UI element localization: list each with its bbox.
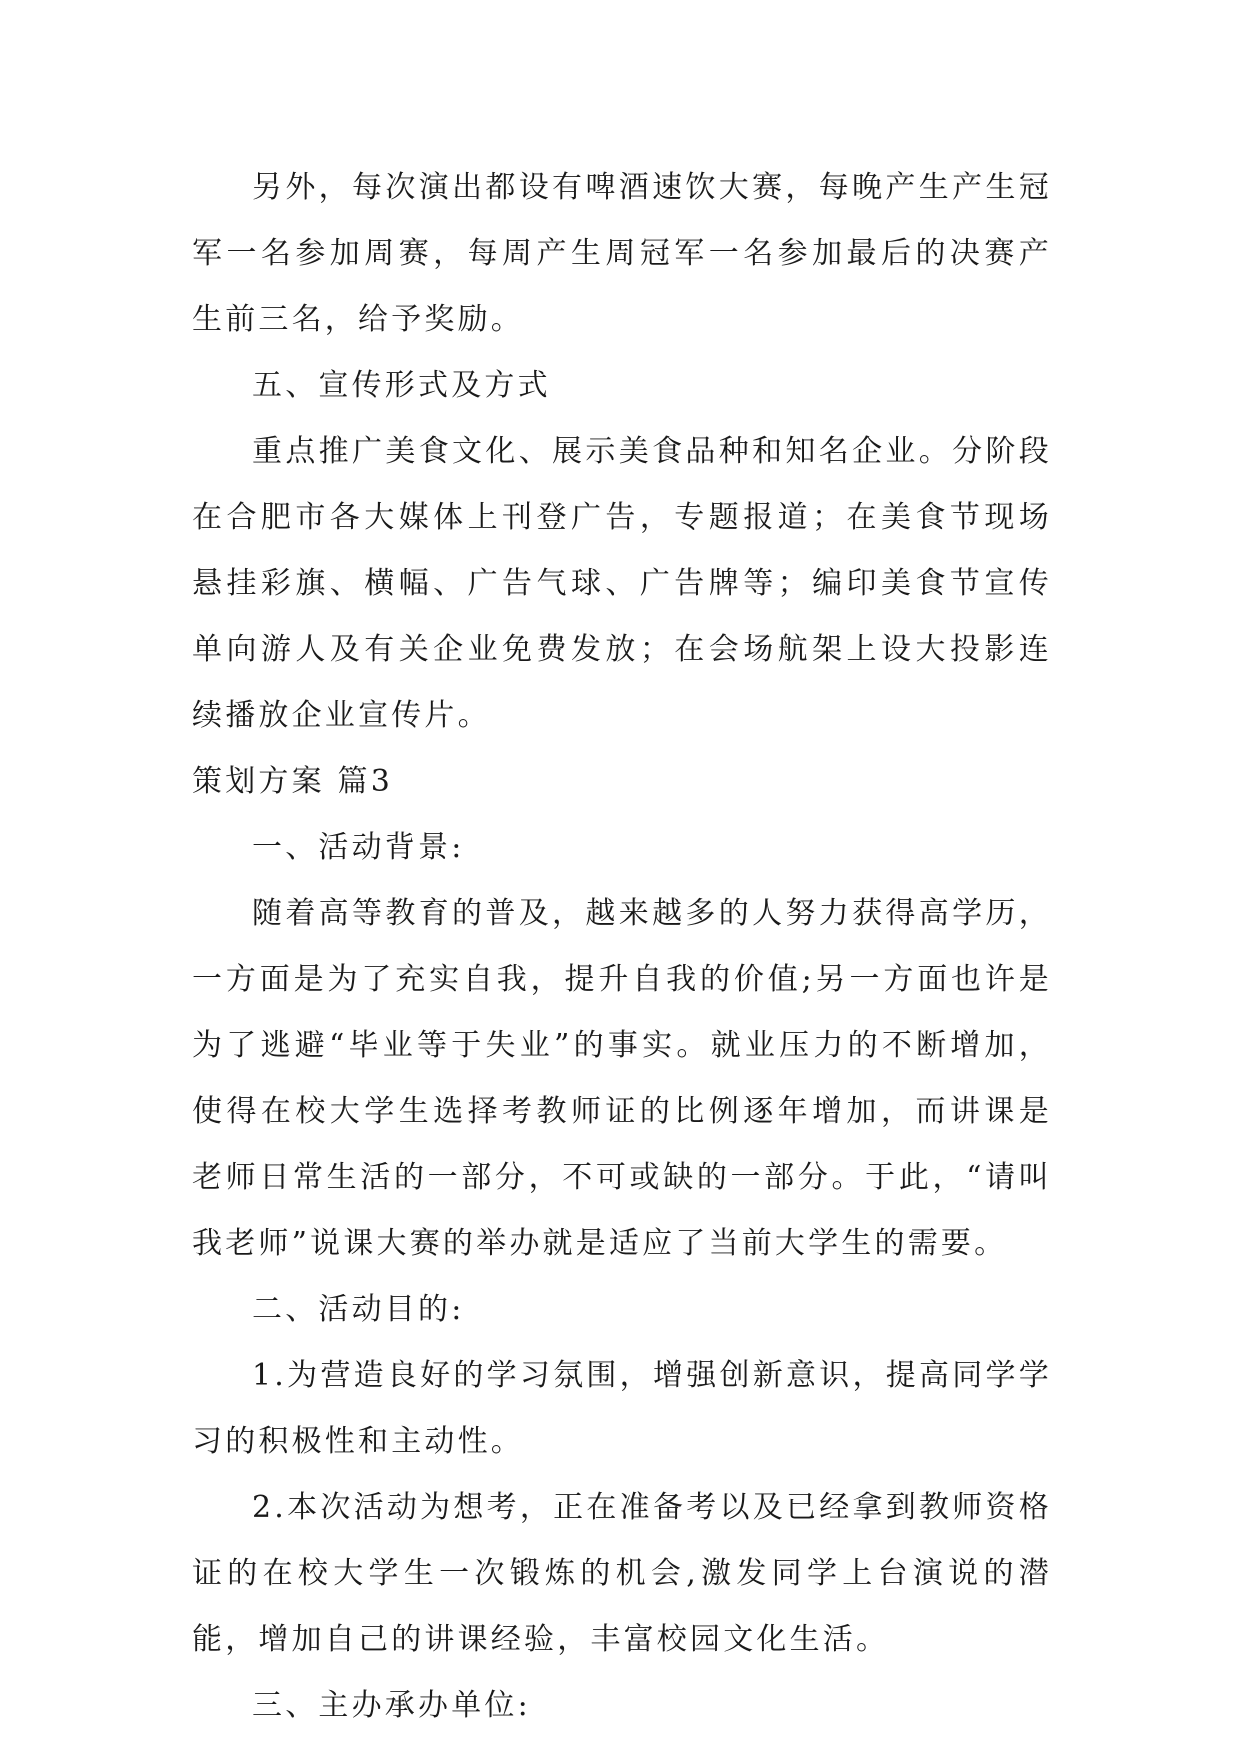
- paragraph-purpose-2: 2.本次活动为想考，正在准备考以及已经拿到教师资格证的在校大学生一次锻炼的机会,激发同学上台演说的潜能，增加自己的讲课经验，丰富校园文化生活。: [192, 1490, 1052, 1657]
- heading-publicity: 五、宣传形式及方式: [252, 368, 551, 403]
- paragraph-background: 随着高等教育的普及，越来越多的人努力获得高学历，一方面是为了充实自我，提升自我的价值;另一方面也许是为了逃避“毕业等于失业”的事实。就业压力的不断增加，使得在校大学生选择考教师证的比例逐年增加，而讲课是老师日常生活的一部分，不可或缺的一部分。于此，“请叫我老师”说课大赛的举办就是适应了当前大学生的需要。: [192, 896, 1052, 1261]
- heading-organizers: 三、主办承办单位:: [252, 1688, 531, 1723]
- paragraph-publicity: 重点推广美食文化、展示美食品种和知名企业。分阶段在合肥市各大媒体上刊登广告，专题报道；在美食节现场悬挂彩旗、横幅、广告气球、广告牌等；编印美食节宣传单向游人及有关企业免费发放；在会场航架上设大投影连续播放企业宣传片。: [192, 434, 1052, 733]
- paragraph-purpose-1: 1.为营造良好的学习氛围，增强创新意识，提高同学学习的积极性和主动性。: [192, 1358, 1052, 1459]
- section-title-plan-3: 策划方案 篇3: [192, 764, 394, 799]
- paragraph-beer-contest: 另外，每次演出都设有啤酒速饮大赛，每晚产生产生冠军一名参加周赛，每周产生周冠军一名参加最后的决赛产生前三名，给予奖励。: [192, 170, 1052, 337]
- heading-background: 一、活动背景:: [252, 830, 465, 865]
- document-body: [192, 155, 1052, 1739]
- heading-purpose: 二、活动目的:: [252, 1292, 465, 1327]
